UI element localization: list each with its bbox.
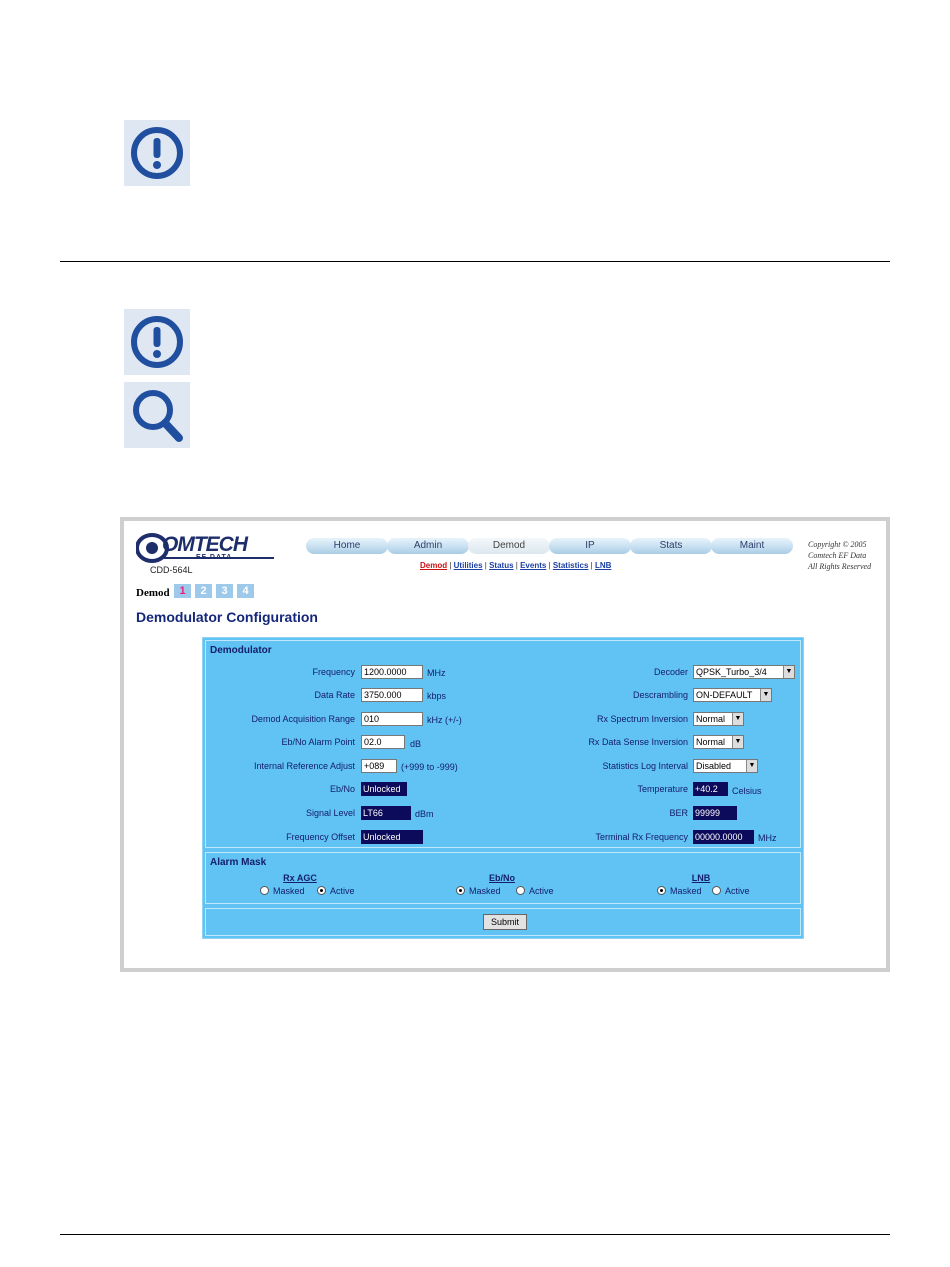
temperature-label: Temperature [637, 784, 688, 794]
page-button-3[interactable]: 3 [216, 584, 233, 598]
acquisition-range-unit: kHz (+/-) [427, 715, 462, 725]
chevron-down-icon: ▼ [760, 689, 771, 701]
nav-tab-ip[interactable]: IP [549, 538, 631, 554]
rx-agc-masked-radio[interactable]: Masked [260, 886, 305, 896]
lnb-heading: LNB [691, 873, 711, 883]
signal-level-label: Signal Level [305, 808, 355, 818]
lnb-active-radio[interactable]: Active [712, 886, 750, 896]
rx-data-sense-select[interactable]: Normal ▼ [693, 735, 744, 749]
page-button-2[interactable]: 2 [195, 584, 212, 598]
subnav-status[interactable]: Status [489, 561, 514, 570]
subnav-events[interactable]: Events [520, 561, 547, 570]
terminal-rx-frequency-unit: MHz [758, 833, 777, 843]
statistics-log-label: Statistics Log Interval [602, 761, 688, 771]
frequency-unit: MHz [427, 668, 446, 678]
temperature-readout: +40.2 [693, 782, 728, 796]
signal-level-unit: dBm [415, 809, 434, 819]
demodulator-section [205, 640, 801, 848]
data-rate-input[interactable]: 3750.000 [361, 688, 423, 702]
demod-label: Demod [136, 587, 170, 599]
subnav-utilities[interactable]: Utilities [453, 561, 483, 570]
terminal-rx-frequency-readout: 00000.0000 [693, 830, 754, 844]
nav-tab-maint[interactable]: Maint [711, 538, 793, 554]
web-ui-screenshot [120, 517, 890, 972]
frequency-offset-label: Frequency Offset [286, 832, 355, 842]
copyright-notice: Copyright © 2005 Comtech EF Data All Rights Reserved [808, 540, 872, 571]
chevron-down-icon: ▼ [746, 760, 757, 772]
alarm-mask-section [205, 852, 801, 904]
terminal-rx-frequency-label: Terminal Rx Frequency [595, 832, 688, 842]
ebno-alarm-input[interactable]: 02.0 [361, 735, 405, 749]
statistics-log-select[interactable]: Disabled ▼ [693, 759, 758, 773]
nav-tab-admin[interactable]: Admin [387, 538, 469, 554]
page-button-1[interactable]: 1 [174, 584, 191, 598]
ebno-label: Eb/No [329, 784, 355, 794]
acquisition-range-label: Demod Acquisition Range [251, 714, 355, 724]
nav-tab-stats[interactable]: Stats [630, 538, 712, 554]
ebno-masked-radio[interactable]: Masked [456, 886, 501, 896]
acquisition-range-input[interactable]: 010 [361, 712, 423, 726]
exclamation-icon [124, 309, 190, 375]
internal-reference-label: Internal Reference Adjust [253, 761, 355, 771]
rx-agc-heading: Rx AGC [283, 873, 317, 883]
frequency-input[interactable]: 1200.0000 [361, 665, 423, 679]
chevron-down-icon: ▼ [783, 666, 794, 678]
chevron-down-icon: ▼ [732, 736, 743, 748]
signal-level-readout: LT66 [361, 806, 411, 820]
decoder-select[interactable]: QPSK_Turbo_3/4 ▼ [693, 665, 795, 679]
rx-spectrum-inversion-label: Rx Spectrum Inversion [596, 714, 688, 724]
config-panel [202, 637, 804, 939]
ber-label: BER [669, 808, 688, 818]
sub-nav: Demod | Utilities | Status | Events | Statistics | LNB [420, 561, 612, 570]
exclamation-icon [124, 120, 190, 186]
comtech-logo: OMTECH EF DATA [136, 531, 278, 565]
subnav-statistics[interactable]: Statistics [552, 561, 589, 570]
submit-section [205, 908, 801, 936]
section-divider [60, 261, 890, 262]
decoder-label: Decoder [653, 667, 688, 677]
frequency-label: Frequency [312, 667, 355, 677]
nav-tab-home[interactable]: Home [306, 538, 388, 554]
demodulator-section-title: Demodulator [210, 645, 272, 656]
rx-spectrum-inversion-select[interactable]: Normal ▼ [693, 712, 744, 726]
ebno-alarm-unit: dB [410, 739, 422, 749]
ebno-active-radio[interactable]: Active [516, 886, 554, 896]
page-button-4[interactable]: 4 [237, 584, 254, 598]
footer-divider [60, 1234, 890, 1235]
main-nav [306, 538, 794, 554]
data-rate-unit: kbps [427, 691, 447, 701]
ebno-heading: Eb/No [489, 873, 515, 883]
subnav-lnb[interactable]: LNB [594, 561, 612, 570]
descrambling-select[interactable]: ON-DEFAULT ▼ [693, 688, 772, 702]
frequency-offset-readout: Unlocked [361, 830, 423, 844]
ebno-readout: Unlocked [361, 782, 407, 796]
nav-tab-demod[interactable]: Demod [468, 538, 550, 554]
magnifier-icon [124, 382, 190, 448]
page-title: Demodulator Configuration [136, 609, 318, 625]
ber-readout: 99999 [693, 806, 737, 820]
ebno-alarm-label: Eb/No Alarm Point [281, 737, 355, 747]
descrambling-label: Descrambling [632, 690, 688, 700]
data-rate-label: Data Rate [314, 690, 355, 700]
internal-reference-range: (+999 to -999) [401, 762, 458, 772]
rx-agc-active-radio[interactable]: Active [317, 886, 355, 896]
rx-data-sense-label: Rx Data Sense Inversion [588, 737, 688, 747]
subnav-demod[interactable]: Demod [420, 561, 448, 570]
lnb-masked-radio[interactable]: Masked [657, 886, 702, 896]
model-label: CDD-564L [150, 565, 193, 575]
temperature-unit: Celsius [732, 786, 762, 796]
chevron-down-icon: ▼ [732, 713, 743, 725]
submit-button[interactable]: Submit [483, 914, 527, 930]
internal-reference-input[interactable]: +089 [361, 759, 397, 773]
alarm-mask-title: Alarm Mask [210, 857, 267, 868]
